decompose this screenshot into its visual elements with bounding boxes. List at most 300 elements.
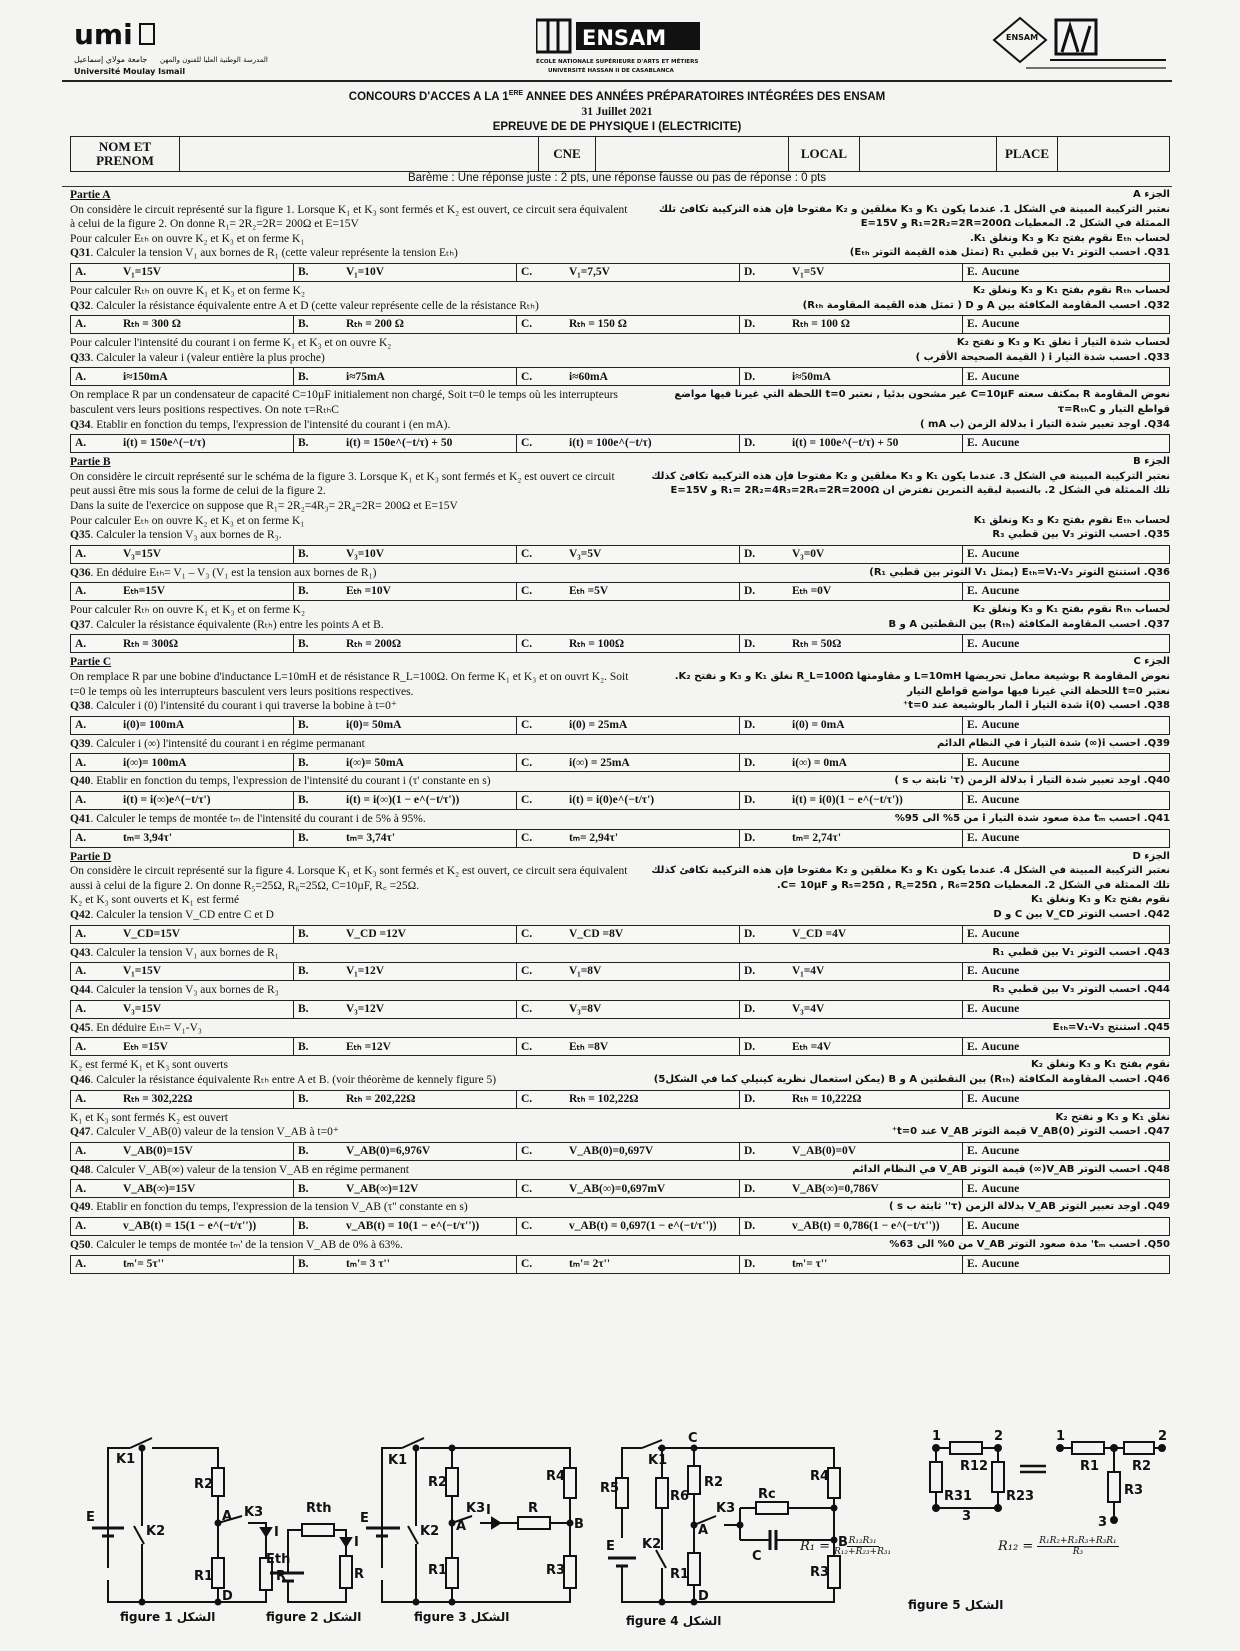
- answer-option-b[interactable]: [294, 635, 517, 652]
- question-separator: .: [90, 1021, 97, 1034]
- option-letter: B.: [298, 719, 309, 732]
- option-value: V_AB(0)=6,976V: [346, 1144, 431, 1157]
- option-letter: B.: [298, 1182, 309, 1195]
- option-letter: E.: [967, 719, 978, 732]
- answer-option-c[interactable]: [517, 1001, 740, 1018]
- part-b-heading-ar: الجزء B: [1133, 456, 1170, 468]
- question-text: [70, 566, 630, 581]
- option-letter: A.: [75, 1144, 87, 1157]
- option-letter: B.: [298, 1144, 309, 1157]
- option-value: i(0)= 100mA: [123, 719, 185, 732]
- question-text: [70, 774, 630, 789]
- option-value: Rₜₕ = 100Ω: [569, 637, 625, 650]
- part-d-heading-fr: Partie D: [70, 850, 112, 863]
- question-q48: [70, 1163, 1170, 1178]
- question-text: [70, 418, 630, 433]
- option-letter: D.: [744, 719, 756, 732]
- question-separator: .: [90, 909, 97, 921]
- part-c-intro-fr: On remplace R par une bobine d'inductance L=10mH et de résistance R_L=100Ω. On ferme K₁ et K₃ et on ouvrt K₂. Soit t=0 le temps où les interrupteurs basculent vers leurs positions respectives.: [70, 671, 629, 698]
- svg-text:R1: R1: [1080, 1459, 1100, 1474]
- answer-option-d[interactable]: [740, 926, 963, 943]
- part-a-note: [70, 232, 1170, 247]
- question-body: Calculer le temps de montée tₘ' de la tension V_AB de 0% à 63%.: [96, 1238, 403, 1251]
- option-value: Rₜₕ = 202,22Ω: [346, 1092, 416, 1105]
- part-d-heading-ar: الجزء D: [1132, 850, 1170, 862]
- answer-option-c[interactable]: [517, 1143, 740, 1160]
- option-letter: E.: [967, 756, 978, 769]
- option-letter: B.: [298, 637, 309, 650]
- option-value: tₘ= 2,94τ': [569, 831, 619, 844]
- question-text-ar: Q34. اوجد تعبير شدة التيار i بدلالة الزمن (ب mA ): [919, 418, 1170, 430]
- option-letter: A.: [75, 1092, 87, 1105]
- question-body: Calculer i (0) l'intensité du courant i qui traverse la bobine à t=0⁺: [96, 700, 397, 713]
- part-b-intro-fr: On considère le circuit représenté sur le schéma de la figure 3. Lorsque K₁ et K₃ sont fermés et K₂ est ouvert ce circuit peut aussi être mis sous la forme de celui de la figure 2.: [70, 470, 615, 498]
- answer-option-e[interactable]: [963, 635, 1169, 652]
- option-value: Aucune: [981, 585, 1020, 598]
- svg-text:R: R: [276, 1569, 287, 1584]
- question-number: Q33: [70, 351, 91, 364]
- option-value: V₁=7,5V: [569, 266, 610, 279]
- svg-text:R: R: [528, 1501, 539, 1516]
- answer-option-c[interactable]: [517, 1218, 740, 1235]
- option-letter: A.: [75, 547, 87, 560]
- option-letter: A.: [75, 1040, 87, 1053]
- question-q43: [70, 946, 1170, 961]
- answer-option-c[interactable]: [517, 963, 740, 980]
- answer-row-q31: [70, 263, 1170, 282]
- answer-option-b[interactable]: [294, 1218, 517, 1235]
- option-letter: C.: [521, 719, 533, 732]
- local-field[interactable]: [860, 137, 997, 171]
- answer-option-e[interactable]: [963, 1180, 1169, 1197]
- answer-option-a[interactable]: [71, 368, 294, 385]
- svg-text:R12: R12: [960, 1459, 989, 1474]
- svg-text:Rth: Rth: [306, 1501, 332, 1516]
- svg-text:ENSAM: ENSAM: [1006, 33, 1039, 42]
- answer-option-a[interactable]: [71, 435, 294, 452]
- option-value: i≈75mA: [346, 370, 385, 383]
- option-letter: C.: [521, 370, 533, 383]
- answer-option-e[interactable]: [963, 264, 1169, 281]
- option-letter: E.: [967, 370, 978, 383]
- q34-preamble: [70, 388, 1170, 417]
- answer-option-e[interactable]: [963, 1001, 1169, 1018]
- answer-option-b[interactable]: [294, 1001, 517, 1018]
- part-c-intro: [70, 670, 1170, 699]
- answer-option-c[interactable]: [517, 583, 740, 600]
- answer-option-c[interactable]: [517, 264, 740, 281]
- option-value: Aucune: [981, 1220, 1020, 1233]
- svg-text:A: A: [698, 1523, 709, 1538]
- svg-text:R2: R2: [1132, 1459, 1152, 1474]
- answer-option-d[interactable]: [740, 830, 963, 847]
- question-body: Calculer la résistance équivalente (Rₜₕ) entre les points A et B.: [96, 618, 384, 631]
- option-letter: B.: [298, 1220, 309, 1233]
- option-value: Rₜₕ = 50Ω: [792, 637, 842, 650]
- option-value: Eₜₕ =15V: [123, 1040, 168, 1053]
- question-number: Q48: [70, 1163, 91, 1176]
- answer-option-b[interactable]: [294, 926, 517, 943]
- question-body: Calculer la résistance équivalente Rₜₕ entre A et B. (voir théorème de kennely figure 5): [96, 1073, 497, 1086]
- answer-option-d[interactable]: [740, 717, 963, 734]
- answer-option-e[interactable]: [963, 583, 1169, 600]
- answer-option-e[interactable]: [963, 754, 1169, 771]
- question-q36: [70, 566, 1170, 581]
- answer-option-d[interactable]: [740, 368, 963, 385]
- option-letter: B.: [298, 1002, 309, 1015]
- svg-text:K2: K2: [146, 1524, 166, 1539]
- answer-option-c[interactable]: [517, 926, 740, 943]
- answer-option-c[interactable]: [517, 368, 740, 385]
- answer-option-d[interactable]: [740, 435, 963, 452]
- option-letter: B.: [298, 927, 309, 940]
- answer-option-e[interactable]: [963, 546, 1169, 563]
- question-separator: .: [90, 351, 97, 364]
- q46-preamble-fr: K₂ est fermé K₁ et K₃ sont ouverts: [70, 1059, 228, 1072]
- option-value: Aucune: [981, 1040, 1020, 1053]
- answer-option-a[interactable]: [71, 754, 294, 771]
- answer-option-a[interactable]: [71, 316, 294, 333]
- option-value: tₘ= 2,74τ': [792, 831, 842, 844]
- svg-text:R2: R2: [704, 1475, 724, 1490]
- answer-option-e[interactable]: [963, 926, 1169, 943]
- kennelly-formula-r12: R₁₂ = $\frac{\text{R₁R₂+R₂R₃+R₃R₁}}{\text{R₃}}$: [998, 1536, 1117, 1557]
- option-letter: C.: [521, 437, 533, 450]
- answer-option-c[interactable]: [517, 1256, 740, 1273]
- answer-option-a[interactable]: [71, 717, 294, 734]
- answer-option-e[interactable]: [963, 368, 1169, 385]
- question-q45: [70, 1021, 1170, 1036]
- option-value: V_AB(0)=0,697V: [569, 1144, 654, 1157]
- question-text: [70, 737, 630, 752]
- answer-option-a[interactable]: [71, 546, 294, 563]
- answer-option-e[interactable]: [963, 1218, 1169, 1235]
- question-number: Q50: [70, 1238, 91, 1251]
- question-number: Q38: [70, 700, 91, 713]
- question-separator: .: [90, 1201, 97, 1214]
- option-letter: B.: [298, 756, 309, 769]
- option-value: Rₜₕ = 200Ω: [346, 637, 402, 650]
- option-letter: C.: [521, 1040, 533, 1053]
- answer-option-d[interactable]: [740, 963, 963, 980]
- svg-text:R1: R1: [194, 1569, 214, 1584]
- question-q35: [70, 528, 1170, 543]
- part-b-intro2-ar: [650, 499, 1170, 514]
- option-letter: E.: [967, 927, 978, 940]
- option-letter: B.: [298, 1257, 309, 1270]
- option-value: Eₜₕ =10V: [346, 585, 391, 598]
- answer-option-a[interactable]: [71, 1218, 294, 1235]
- question-q34: [70, 418, 1170, 433]
- option-value: i(t) = 150e^(−t/τ) + 50: [346, 437, 453, 450]
- option-value: tₘ'= τ'': [792, 1257, 828, 1270]
- option-letter: D.: [744, 318, 756, 331]
- option-letter: C.: [521, 1092, 533, 1105]
- question-text-ar: Q49. اوجد تعبير التوتر V_AB بدلالة الزمن (τ'' ثابتة ب s ): [888, 1201, 1170, 1213]
- answer-option-d[interactable]: [740, 1001, 963, 1018]
- answer-option-a[interactable]: [71, 792, 294, 809]
- option-letter: E.: [967, 637, 978, 650]
- option-value: Aucune: [981, 794, 1020, 807]
- option-value: V_AB(∞)=0,697mV: [569, 1182, 666, 1195]
- answer-option-b[interactable]: [294, 316, 517, 333]
- answer-option-e[interactable]: [963, 435, 1169, 452]
- svg-text:R4: R4: [810, 1469, 830, 1484]
- option-value: i(0) = 25mA: [569, 719, 628, 732]
- place-field[interactable]: [1058, 137, 1169, 171]
- answer-option-e[interactable]: [963, 1256, 1169, 1273]
- answer-row-q48: [70, 1179, 1170, 1198]
- option-value: i(t) = i(0)(1 − e^(−t/τ')): [792, 794, 903, 807]
- question-number: Q37: [70, 618, 91, 631]
- candidate-id-table: [70, 136, 1170, 172]
- answer-row-q47: [70, 1142, 1170, 1161]
- option-value: Eₜₕ =8V: [569, 1040, 609, 1053]
- option-value: V₃=12V: [346, 1002, 385, 1015]
- answer-option-a[interactable]: [71, 1038, 294, 1055]
- answer-option-b[interactable]: [294, 546, 517, 563]
- answer-option-b[interactable]: [294, 1180, 517, 1197]
- answer-option-d[interactable]: [740, 1180, 963, 1197]
- part-b-note-fr: Pour calculer Eₜₕ on ouvre K₂ et K₃ et on ferme K₁: [70, 514, 305, 527]
- answer-option-d[interactable]: [740, 1143, 963, 1160]
- answer-option-c[interactable]: [517, 1180, 740, 1197]
- question-q33: [70, 351, 1170, 366]
- option-letter: D.: [744, 1182, 756, 1195]
- question-body: Calculer la tension V₃ aux bornes de R₃.: [96, 529, 282, 542]
- answer-option-a[interactable]: [71, 264, 294, 281]
- question-text-ar: Q44. احسب التوتر V₃ بين قطبي R₃: [992, 984, 1170, 996]
- answer-option-c[interactable]: [517, 435, 740, 452]
- answer-option-b[interactable]: [294, 754, 517, 771]
- exam-subject: EPREUVE DE DE PHYSIQUE I (ELECTRICITE): [492, 120, 742, 133]
- option-letter: D.: [744, 547, 756, 560]
- answer-option-c[interactable]: [517, 792, 740, 809]
- nom-field[interactable]: [180, 137, 539, 171]
- svg-text:R31: R31: [944, 1489, 973, 1504]
- svg-text:R1: R1: [670, 1567, 690, 1582]
- answer-option-b[interactable]: [294, 792, 517, 809]
- answer-option-c[interactable]: [517, 754, 740, 771]
- svg-text:1: 1: [932, 1429, 942, 1444]
- question-separator: .: [90, 299, 97, 312]
- answer-option-e[interactable]: [963, 717, 1169, 734]
- question-q31: [70, 246, 1170, 261]
- answer-option-b[interactable]: [294, 1256, 517, 1273]
- answer-option-b[interactable]: [294, 830, 517, 847]
- question-number: Q35: [70, 529, 91, 542]
- answer-option-c[interactable]: [517, 635, 740, 652]
- option-value: Aucune: [981, 370, 1020, 383]
- question-body: Etablir en fonction du temps, l'expression de l'intensité du courant i (en mA).: [96, 418, 451, 431]
- place-label: PLACE: [997, 137, 1058, 171]
- answer-option-e[interactable]: [963, 1038, 1169, 1055]
- answer-option-b[interactable]: [294, 1143, 517, 1160]
- answer-option-b[interactable]: [294, 717, 517, 734]
- answer-option-c[interactable]: [517, 316, 740, 333]
- part-b-heading-fr: Partie B: [70, 456, 111, 469]
- question-body: Calculer la résistance équivalente entre A et D (cette valeur représente celle de la résistance Rₜₕ): [96, 299, 539, 312]
- option-letter: E.: [967, 1002, 978, 1015]
- answer-option-e[interactable]: [963, 1091, 1169, 1108]
- question-q42: [70, 908, 1170, 923]
- answer-option-d[interactable]: [740, 1038, 963, 1055]
- q37-preamble-fr: Pour calculer Rₜₕ on ouvre K₁ et K₃ et on ferme K₂: [70, 604, 305, 617]
- question-text: [70, 699, 630, 714]
- option-value: Aucune: [981, 1092, 1020, 1105]
- question-text: [70, 1163, 630, 1178]
- answer-option-b[interactable]: [294, 368, 517, 385]
- option-value: tₘ'= 5τ'': [123, 1257, 165, 1270]
- option-value: V₁=15V: [123, 266, 162, 279]
- kennelly-formula-r1: R₁ = $\frac{\text{R₁₂R₃₁}}{\text{R₁₂+R₂₃+R₃₁}}$: [800, 1536, 892, 1557]
- question-text: [70, 1238, 630, 1253]
- answer-row-q45: [70, 1037, 1170, 1056]
- option-value: V_AB(∞)=12V: [346, 1182, 419, 1195]
- answer-option-a[interactable]: [71, 830, 294, 847]
- option-value: V₁=10V: [346, 266, 385, 279]
- answer-option-a[interactable]: [71, 1256, 294, 1273]
- option-value: Aucune: [981, 965, 1020, 978]
- question-text-ar: Q33. احسب شدة التيار i ( القيمة الصحيحة الأقرب ): [915, 351, 1170, 363]
- option-value: Rₜₕ = 10,222Ω: [792, 1092, 862, 1105]
- option-letter: D.: [744, 965, 756, 978]
- answer-option-b[interactable]: [294, 264, 517, 281]
- answer-option-a[interactable]: [71, 963, 294, 980]
- answer-option-d[interactable]: [740, 635, 963, 652]
- part-d-note-ar: نقوم بفتح K₂ و K₃ ونغلق K₁: [1030, 894, 1170, 906]
- option-letter: D.: [744, 831, 756, 844]
- question-text-ar: Q46. احسب المقاومة المكافئة (Rₜₕ) بين النقطتين A و B (يمكن استعمال نظرية كينيلي كما في الشكل5): [653, 1073, 1170, 1085]
- answer-option-d[interactable]: [740, 264, 963, 281]
- q47-preamble-fr: K₁ et K₃ sont fermés K₂ est ouvert: [70, 1111, 228, 1124]
- figure-1-caption: figure 1 الشكل: [120, 1610, 216, 1624]
- option-letter: E.: [967, 794, 978, 807]
- answer-option-b[interactable]: [294, 1038, 517, 1055]
- option-letter: D.: [744, 1092, 756, 1105]
- answer-option-a[interactable]: [71, 1091, 294, 1108]
- option-letter: D.: [744, 927, 756, 940]
- question-separator: .: [90, 418, 97, 431]
- answer-option-c[interactable]: [517, 717, 740, 734]
- question-body: En déduire Eₜₕ= V₁-V₃: [96, 1021, 202, 1034]
- answer-option-a[interactable]: [71, 635, 294, 652]
- answer-option-e[interactable]: [963, 1143, 1169, 1160]
- answer-option-b[interactable]: [294, 1091, 517, 1108]
- question-separator: .: [90, 813, 97, 826]
- option-value: V₁=5V: [792, 266, 825, 279]
- svg-text:C: C: [688, 1431, 698, 1446]
- cne-label: CNE: [539, 137, 596, 171]
- question-separator: .: [90, 946, 97, 959]
- question-text: [70, 1125, 630, 1140]
- answer-option-d[interactable]: [740, 1256, 963, 1273]
- option-value: Aucune: [981, 1257, 1020, 1270]
- answer-option-d[interactable]: [740, 546, 963, 563]
- option-letter: A.: [75, 1182, 87, 1195]
- answer-option-d[interactable]: [740, 792, 963, 809]
- nom-label: NOM ET PRENOM: [71, 137, 180, 171]
- option-letter: E.: [967, 965, 978, 978]
- option-value: v_AB(t) = 10(1 − e^(−t/τ'')): [346, 1220, 480, 1233]
- answer-option-d[interactable]: [740, 583, 963, 600]
- option-letter: C.: [521, 794, 533, 807]
- question-text: [70, 1021, 630, 1036]
- answer-option-e[interactable]: [963, 963, 1169, 980]
- option-letter: D.: [744, 1144, 756, 1157]
- question-body: Etablir en fonction du temps, l'expression de la tension V_AB (τ'' constante en s): [96, 1201, 468, 1214]
- question-text-ar: Q42. احسب التوتر V_CD بين C و D: [993, 909, 1170, 920]
- answer-option-d[interactable]: [740, 1218, 963, 1235]
- answer-option-c[interactable]: [517, 830, 740, 847]
- answer-option-e[interactable]: [963, 316, 1169, 333]
- answer-option-c[interactable]: [517, 546, 740, 563]
- cne-field[interactable]: [596, 137, 789, 171]
- option-value: Eₜₕ=15V: [123, 585, 166, 598]
- answer-option-b[interactable]: [294, 583, 517, 600]
- question-q50: [70, 1238, 1170, 1253]
- svg-text:K3: K3: [466, 1501, 486, 1516]
- option-value: i(t) = i(∞)e^(−t/τ'): [123, 794, 211, 807]
- answer-option-b[interactable]: [294, 963, 517, 980]
- answer-option-a[interactable]: [71, 583, 294, 600]
- svg-text:R2: R2: [194, 1477, 214, 1492]
- option-value: Rₜₕ = 300 Ω: [123, 318, 181, 331]
- answer-option-c[interactable]: [517, 1038, 740, 1055]
- option-value: tₘ'= 3 τ'': [346, 1257, 390, 1270]
- q34-preamble-fr: On remplace R par un condensateur de capacité C=10µF initialement non chargé, Soit t=0 le temps où les interrupteurs basculent vers leurs positions respectives. On note τ=RₜₕC: [70, 389, 618, 416]
- part-b-note: [70, 514, 1170, 529]
- answer-option-d[interactable]: [740, 754, 963, 771]
- answer-option-a[interactable]: [71, 926, 294, 943]
- option-letter: C.: [521, 585, 533, 598]
- q37-preamble: [70, 603, 1170, 618]
- header-divider: [62, 80, 1172, 82]
- q33-preamble-fr: Pour calculer l'intensité du courant i on ferme K₁ et K₃ et on ouvre K₂: [70, 337, 392, 350]
- figure-4-caption: figure 4 الشكل: [626, 1614, 722, 1628]
- umi-logo: [74, 18, 274, 78]
- part-c-heading-fr: Partie C: [70, 656, 112, 669]
- option-letter: B.: [298, 794, 309, 807]
- answer-option-e[interactable]: [963, 792, 1169, 809]
- option-value: Aucune: [981, 266, 1020, 279]
- answer-option-d[interactable]: [740, 1091, 963, 1108]
- q33-preamble: [70, 336, 1170, 351]
- answer-row-q50: [70, 1255, 1170, 1274]
- option-value: V₃=15V: [123, 547, 162, 560]
- answer-option-d[interactable]: [740, 316, 963, 333]
- part-d-note: [70, 893, 1170, 908]
- svg-text:R3: R3: [546, 1563, 566, 1578]
- answer-option-a[interactable]: [71, 1180, 294, 1197]
- q32-preamble: [70, 284, 1170, 299]
- answer-row-q41: [70, 829, 1170, 848]
- answer-option-b[interactable]: [294, 435, 517, 452]
- option-letter: B.: [298, 547, 309, 560]
- answer-option-a[interactable]: [71, 1001, 294, 1018]
- answer-option-a[interactable]: [71, 1143, 294, 1160]
- option-value: i≈50mA: [792, 370, 831, 383]
- option-value: V_CD =8V: [569, 927, 624, 940]
- option-value: v_AB(t) = 0,697(1 − e^(−t/τ'')): [569, 1220, 717, 1233]
- question-text: [70, 1200, 630, 1215]
- answer-option-e[interactable]: [963, 830, 1169, 847]
- local-label: LOCAL: [789, 137, 860, 171]
- option-letter: C.: [521, 831, 533, 844]
- option-value: V₃=5V: [569, 547, 602, 560]
- option-letter: C.: [521, 1220, 533, 1233]
- answer-option-c[interactable]: [517, 1091, 740, 1108]
